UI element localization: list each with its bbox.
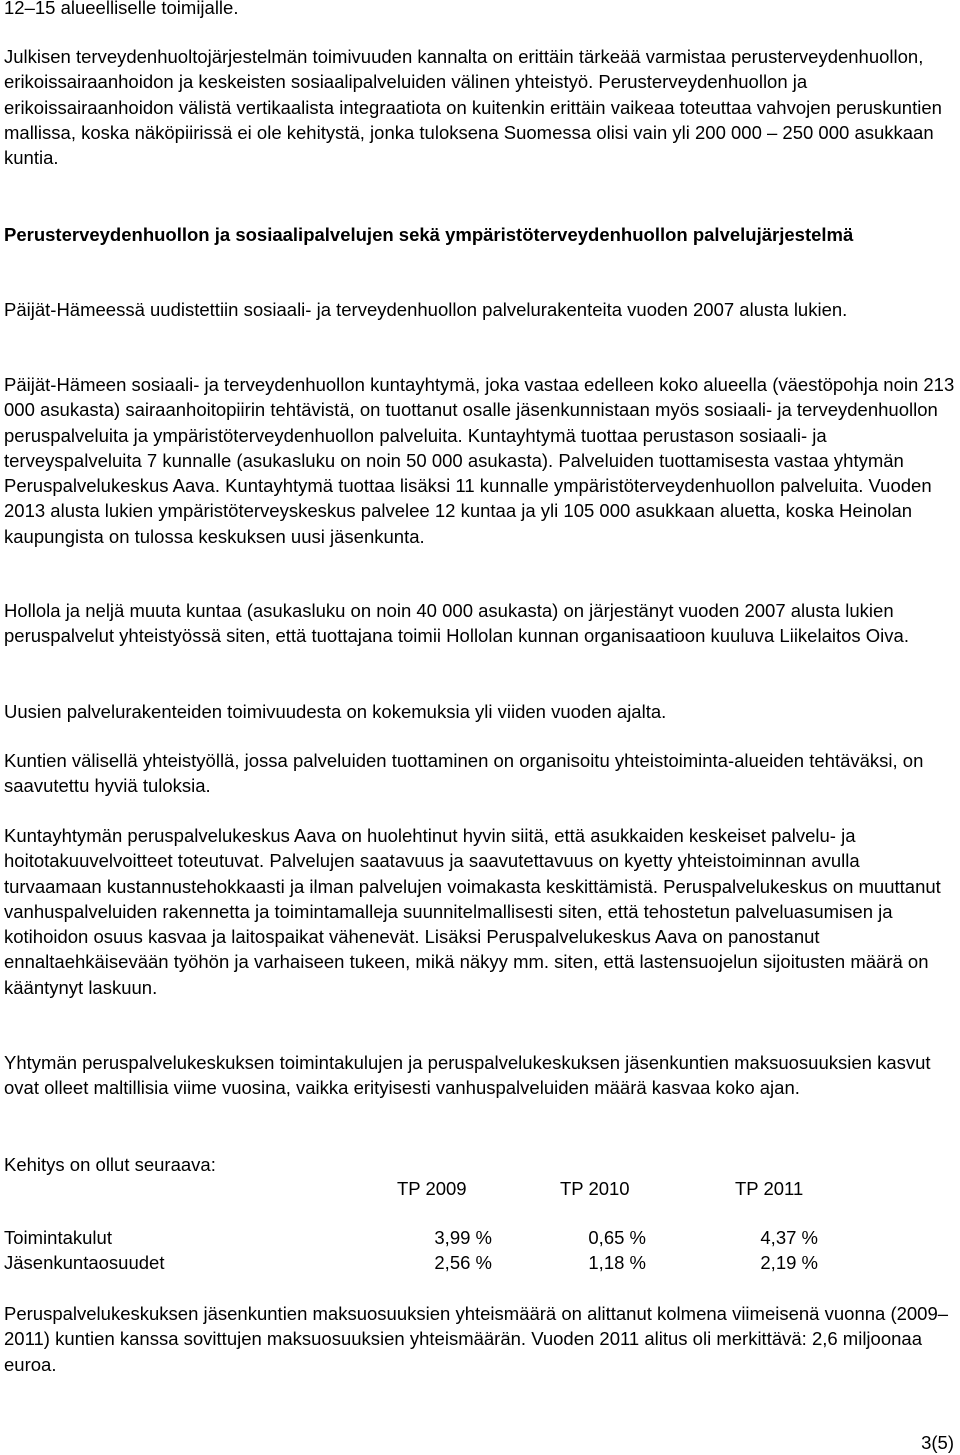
kehitys-label-block	[4, 1152, 956, 1177]
table-cell: 2,56 %	[434, 1252, 492, 1273]
paragraph-block-kuntayhtyma	[4, 372, 956, 549]
paragraph-block-intro	[4, 44, 956, 170]
paragraph-intro: Julkisen terveydenhuoltojärjestelmän toimivuuden kannalta on erittäin tärkeää varmistaa perusterveydenhuollon, erikoissairaanhoidon ja keskeisten sosiaalipalveluiden välinen yhteistyö. Perusterveydenhuollon ja erikoissairaanhoidon välistä vertikaalista integraatiota on kuitenkin erittäin vaikeaa toteuttaa vahvojen peruskuntien mallissa, koska näköpiirissä ei ole kehitystä, jonka tuloksena Suomessa olisi vain yli 200 000 – 250 000 asukkaan kuntia.	[4, 46, 942, 169]
paragraph-block-toimintakulut	[4, 1050, 956, 1101]
paragraph-block-alitus	[4, 1301, 956, 1377]
paragraph-kuntayhtyma: Päijät-Hämeen sosiaali- ja terveydenhuollon kuntayhtymä, joka vastaa edelleen koko alueella (väestöpohja noin 213 000 asukasta) sairaanhoitopiirin tehtävistä, on tuottanut osalle jäsenkunnistaan myös sosiaali- ja terveydenhuollon peruspalveluita ja ympäristöterveydenhuollon palveluita. Kuntayhtymä tuottaa perustason sosiaali- ja terveyspalveluita 7 kunnalle (asukasluku on noin 50 000 asukasta). Palveluiden tuottamisesta vastaa yhtymän Peruspalvelukeskus Aava. Kuntayhtymä tuottaa lisäksi 11 kunnalle ympäristöterveydenhuollon palveluita. Vuoden 2013 alusta lukien ympäristöterveyskeskus palvelee 12 kuntaa ja yli 105 000 asukkaan aluetta, koska Heinolan kaupungista on tulossa keskuksen uusi jäsenkunta.	[4, 374, 955, 547]
row-label-toimintakulut: Toimintakulut	[4, 1227, 112, 1248]
table-cell: 0,65 %	[588, 1227, 646, 1248]
column-header-tp-2009: TP 2009	[397, 1178, 467, 1199]
paragraph-block-kuntien	[4, 748, 956, 799]
paragraph-kuntien: Kuntien välisellä yhteistyöllä, jossa palveluiden tuottaminen on organisoitu yhteistoiminta-alueiden tehtäväksi, on saavutettu hyviä tuloksia.	[4, 750, 924, 797]
table-header-row	[4, 1176, 956, 1202]
paragraph-block-hollola	[4, 598, 956, 649]
kehitys-label: Kehitys on ollut seuraava:	[4, 1154, 216, 1175]
paragraph-block-2007	[4, 297, 956, 322]
paragraph-hollola: Hollola ja neljä muuta kuntaa (asukasluku on noin 40 000 asukasta) on järjestänyt vuoden 2007 alusta lukien peruspalvelut yhteistyössä siten, että tuottajana toimii Hollolan kunnan organisaatioon kuuluva Liikelaitos Oiva.	[4, 600, 909, 647]
table-cell: 3,99 %	[434, 1227, 492, 1248]
table-cell: 1,18 %	[588, 1252, 646, 1273]
column-header-tp-2010: TP 2010	[560, 1178, 630, 1199]
row-label-jasenkuntaosuudet: Jäsenkuntaosuudet	[4, 1252, 165, 1273]
paragraph-block-kokemuksia	[4, 699, 956, 724]
paragraph-top-fragment: 12–15 alueelliselle toimijalle.	[4, 0, 239, 18]
table-cell: 2,19 %	[760, 1252, 818, 1273]
column-header-tp-2011: TP 2011	[735, 1178, 804, 1199]
paragraph-block-aava	[4, 823, 956, 1000]
section-heading: Perusterveydenhuollon ja sosiaalipalvelujen sekä ympäristöterveydenhuollon palvelujärjestelmä	[4, 224, 854, 245]
table-row	[4, 1250, 956, 1276]
paragraph-alitus: Peruspalvelukeskuksen jäsenkuntien maksuosuuksien yhteismäärä on alittanut kolmena viimeisenä vuonna (2009–2011) kuntien kanssa sovittujen maksuosuuksien yhteismäärän. Vuoden 2011 alitus oli merkittävä: 2,6 miljoonaa euroa.	[4, 1303, 949, 1375]
table-row	[4, 1225, 956, 1251]
section-heading-block	[4, 222, 956, 247]
page-number: 3(5)	[921, 1432, 954, 1453]
paragraph-kokemuksia: Uusien palvelurakenteiden toimivuudesta on kokemuksia yli viiden vuoden ajalta.	[4, 701, 667, 722]
paragraph-2007: Päijät-Hämeessä uudistettiin sosiaali- ja terveydenhuollon palvelurakenteita vuoden 2007 alusta lukien.	[4, 299, 848, 320]
table-cell: 4,37 %	[760, 1227, 818, 1248]
paragraph-aava: Kuntayhtymän peruspalvelukeskus Aava on huolehtinut hyvin siitä, että asukkaiden keskeiset palvelu- ja hoitotakuuvelvoitteet toteutuvat. Palvelujen saatavuus ja saavutettavuus on kyetty yhteistoiminnan avulla turvaamaan kustannustehokkaasti ja ilman palvelujen voimakasta keskittämistä. Peruspalvelukeskus on muuttanut vanhuspalveluiden rakennetta ja toimintamalleja suunnitelmallisesti siten, että tehostetun palveluasumisen ja kotihoidon osuus kasvaa ja laitospaikat vähenevät. Lisäksi Peruspalvelukeskus Aava on panostanut ennaltaehkäisevään työhön ja varhaiseen tukeen, mikä näkyy mm. siten, että lastensuojelun sijoitusten määrä on kääntynyt laskuun.	[4, 825, 941, 998]
text-fragment	[4, 0, 956, 20]
paragraph-toimintakulut: Yhtymän peruspalvelukeskuksen toimintakulujen ja peruspalvelukeskuksen jäsenkuntien maksuosuuksien kasvut ovat olleet maltillisia viime vuosina, vaikka erityisesti vanhuspalveluiden määrä kasvaa koko ajan.	[4, 1052, 931, 1099]
